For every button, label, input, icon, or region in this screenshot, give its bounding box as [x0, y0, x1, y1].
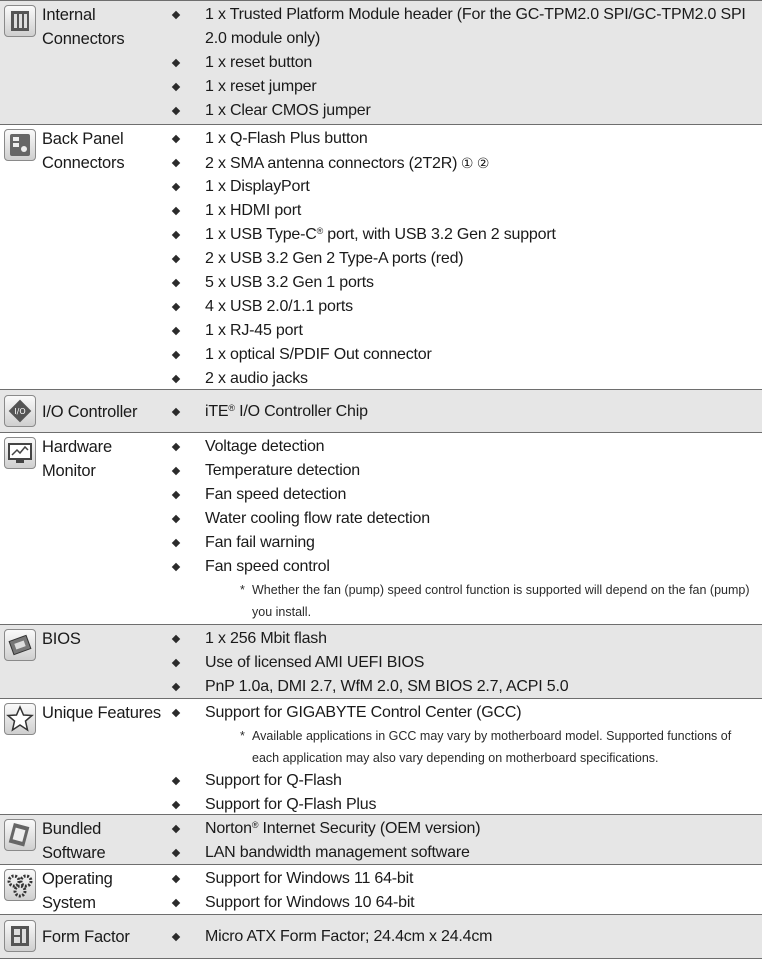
spec-item-text [205, 483, 346, 507]
spec-item [0, 459, 762, 483]
spec-item [0, 769, 762, 793]
bullet-diamond-icon [172, 375, 180, 383]
spec-item-continuation: I/O Controller Chip [234, 403, 368, 420]
footnote-asterisk: * [240, 729, 245, 743]
spec-item-main: 2 x SMA antenna connectors (2T2R) [205, 155, 458, 172]
spec-item-text [205, 435, 324, 459]
spec-item-text [205, 627, 327, 651]
spec-item [0, 51, 762, 75]
bullet-diamond-icon [172, 635, 180, 643]
spec-item-text [205, 175, 310, 199]
spec-item [0, 75, 762, 99]
category-label-line: Hardware [42, 438, 112, 456]
category-label-line: BIOS [42, 630, 81, 648]
spec-item-main: Water cooling flow rate detection [205, 510, 430, 527]
spec-item [0, 127, 762, 151]
category-label-line: I/O Controller [42, 403, 138, 421]
bullet-diamond-icon [172, 207, 180, 215]
spec-item-main: PnP 1.0a, DMI 2.7, WfM 2.0, SM BIOS 2.7, ACPI 5.0 [205, 678, 569, 695]
footnote-asterisk: * [240, 583, 245, 597]
spec-item-main: iTE [205, 403, 229, 420]
category-label-line: System [42, 894, 96, 912]
bullet-diamond-icon [172, 83, 180, 91]
category-label-line: Monitor [42, 462, 96, 480]
bullet-diamond-icon [172, 107, 180, 115]
spec-item-text [205, 151, 489, 176]
spec-item-text [205, 675, 568, 699]
spec-item-main: Voltage detection [205, 438, 325, 455]
bullet-diamond-icon [172, 709, 180, 717]
bullet-diamond-icon [172, 351, 180, 359]
spec-row [0, 0, 762, 125]
category-label-line: Unique Features [42, 704, 161, 722]
spec-item [0, 199, 762, 223]
spec-item-text [205, 223, 556, 247]
spec-item-text [205, 199, 301, 223]
spec-item-main: Support for GIGABYTE Control Center (GCC) [205, 704, 522, 721]
registered-mark: ® [316, 226, 324, 236]
spec-item [0, 343, 762, 367]
bullet-diamond-icon [172, 933, 180, 941]
spec-item-main: 1 x Trusted Platform Module header (For the GC-TPM2.0 SPI/GC-TPM2.0 SPI 2.0 module only) [205, 6, 746, 47]
spec-item [0, 627, 762, 651]
bullet-diamond-icon [172, 849, 180, 857]
spec-item [0, 507, 762, 531]
footnote [0, 579, 762, 623]
spec-item-main: Micro ATX Form Factor; 24.4cm x 24.4cm [205, 928, 493, 945]
spec-item-main: 1 x HDMI port [205, 202, 302, 219]
footnote-text: Whether the fan (pump) speed control function is supported will depend on the fan (pump) you install. [252, 583, 750, 619]
spec-item-main: 1 x DisplayPort [205, 178, 310, 195]
spec-item-text [205, 925, 492, 949]
spec-item-text [205, 817, 480, 841]
bullet-diamond-icon [172, 135, 180, 143]
bullet-diamond-icon [172, 443, 180, 451]
spec-item [0, 531, 762, 555]
spec-item-main: Support for Windows 11 64-bit [205, 870, 414, 887]
spec-item-continuation: Internet Security (OEM version) [258, 820, 481, 837]
spec-item-continuation: port, with USB 3.2 Gen 2 support [323, 226, 556, 243]
bullet-diamond-icon [172, 777, 180, 785]
bullet-diamond-icon [172, 327, 180, 335]
bullet-diamond-icon [172, 231, 180, 239]
bullet-diamond-icon [172, 683, 180, 691]
spec-item-main: Temperature detection [205, 462, 361, 479]
spec-item [0, 651, 762, 675]
spec-items [0, 400, 762, 424]
spec-item [0, 435, 762, 459]
spec-items [0, 627, 762, 699]
bullet-diamond-icon [172, 467, 180, 475]
spec-item [0, 483, 762, 507]
spec-row [0, 814, 762, 865]
spec-item-text [205, 531, 315, 555]
spec-item [0, 295, 762, 319]
svg-text:I/O: I/O [14, 407, 26, 416]
spec-item-main: Fan speed control [205, 558, 330, 575]
spec-item [0, 223, 762, 247]
registered-mark: ® [228, 403, 235, 413]
category-label-line: Bundled [42, 820, 102, 838]
category-label-line: Connectors [42, 30, 125, 48]
spec-item [0, 701, 762, 725]
category-label-line: Internal [42, 6, 96, 24]
bullet-diamond-icon [172, 825, 180, 833]
footnote [0, 725, 762, 769]
spec-item-text [205, 295, 353, 319]
spec-item-text [205, 769, 342, 793]
spec-item-main: Support for Q-Flash [205, 772, 342, 789]
spec-item [0, 271, 762, 295]
spec-row [0, 624, 762, 699]
bullet-diamond-icon [172, 659, 180, 667]
spec-items [0, 701, 762, 817]
spec-item-main: 5 x USB 3.2 Gen 1 ports [205, 274, 374, 291]
spec-item [0, 175, 762, 199]
bullet-diamond-icon [172, 11, 180, 19]
spec-item-main: 1 x optical S/PDIF Out connector [205, 346, 432, 363]
spec-item-text [205, 319, 303, 343]
spec-item-text [205, 367, 308, 391]
spec-item-text [205, 127, 368, 151]
spec-items [0, 817, 762, 865]
registered-mark: ® [251, 820, 259, 830]
bullet-diamond-icon [172, 159, 180, 167]
spec-item-main: 2 x audio jacks [205, 370, 308, 387]
bullet-diamond-icon [172, 875, 180, 883]
spec-item-text [205, 400, 368, 424]
spec-item-main: 1 x RJ-45 port [205, 322, 303, 339]
spec-item-main: 4 x USB 2.0/1.1 ports [205, 298, 353, 315]
spec-item-main: Support for Windows 10 64-bit [205, 894, 415, 911]
bullet-diamond-icon [172, 183, 180, 191]
spec-item [0, 555, 762, 579]
spec-item-text [205, 459, 360, 483]
category-label-line: Back Panel [42, 130, 124, 148]
spec-item [0, 925, 762, 949]
bullet-diamond-icon [172, 59, 180, 67]
category-label-line: Connectors [42, 154, 125, 172]
spec-item-main: 1 x Q-Flash Plus button [205, 130, 368, 147]
bullet-diamond-icon [172, 539, 180, 547]
spec-item [0, 247, 762, 271]
spec-item [0, 891, 762, 915]
spec-item-text [205, 271, 374, 295]
spec-item-text [205, 891, 414, 915]
spec-item-main: Norton [205, 820, 252, 837]
spec-item [0, 3, 762, 51]
spec-item-main: Support for Q-Flash Plus [205, 796, 377, 813]
spec-items [0, 867, 762, 915]
spec-item-text [205, 555, 330, 579]
spec-item-text [205, 841, 470, 865]
spec-item-text [205, 51, 312, 75]
spec-item-main: LAN bandwidth management software [205, 844, 470, 861]
spec-item [0, 867, 762, 891]
bullet-diamond-icon [172, 255, 180, 263]
bullet-diamond-icon [172, 563, 180, 571]
spec-item-main: 1 x 256 Mbit flash [205, 630, 327, 647]
category-label-line: Form Factor [42, 928, 130, 946]
bullet-diamond-icon [172, 491, 180, 499]
spec-item-main: 1 x reset jumper [205, 78, 317, 95]
spec-item-text [205, 99, 371, 123]
spec-items [0, 127, 762, 391]
spec-row [0, 432, 762, 625]
spec-item-main: Fan fail warning [205, 534, 315, 551]
spec-item-text [205, 247, 463, 271]
spec-item-main: 1 x reset button [205, 54, 313, 71]
spec-item-main: Fan speed detection [205, 486, 347, 503]
bullet-diamond-icon [172, 515, 180, 523]
footnote-markers: ① ② [457, 155, 490, 171]
spec-item-main: 1 x Clear CMOS jumper [205, 102, 371, 119]
bullet-diamond-icon [172, 801, 180, 809]
spec-items [0, 925, 762, 949]
spec-item-text [205, 701, 521, 725]
spec-item [0, 99, 762, 123]
spec-item-text [205, 507, 430, 531]
spec-item [0, 319, 762, 343]
footnote-text: Available applications in GCC may vary by motherboard model. Supported functions of each application may also vary depending on motherboard specifications. [252, 729, 732, 765]
spec-item [0, 675, 762, 699]
spec-item-text [205, 867, 413, 891]
spec-item-main: Use of licensed AMI UEFI BIOS [205, 654, 425, 671]
spec-row [0, 914, 762, 959]
bullet-diamond-icon [172, 408, 180, 416]
spec-items [0, 435, 762, 623]
spec-item-main: 1 x USB Type-C [205, 226, 317, 243]
spec-item-text [205, 343, 432, 367]
spec-item-text [205, 75, 317, 99]
category-label-line: Software [42, 844, 106, 862]
spec-item [0, 841, 762, 865]
spec-item [0, 400, 762, 424]
bullet-diamond-icon [172, 899, 180, 907]
spec-items [0, 3, 762, 123]
spec-item [0, 151, 762, 175]
spec-item-main: 2 x USB 3.2 Gen 2 Type-A ports (red) [205, 250, 464, 267]
bullet-diamond-icon [172, 279, 180, 287]
spec-item-text [205, 3, 757, 51]
bullet-diamond-icon [172, 303, 180, 311]
spec-item [0, 817, 762, 841]
category-label-line: Operating [42, 870, 113, 888]
spec-item-text [205, 651, 424, 675]
spec-item [0, 367, 762, 391]
spec-row [0, 698, 762, 815]
spec-row [0, 864, 762, 915]
spec-row [0, 389, 762, 433]
spec-row [0, 124, 762, 390]
